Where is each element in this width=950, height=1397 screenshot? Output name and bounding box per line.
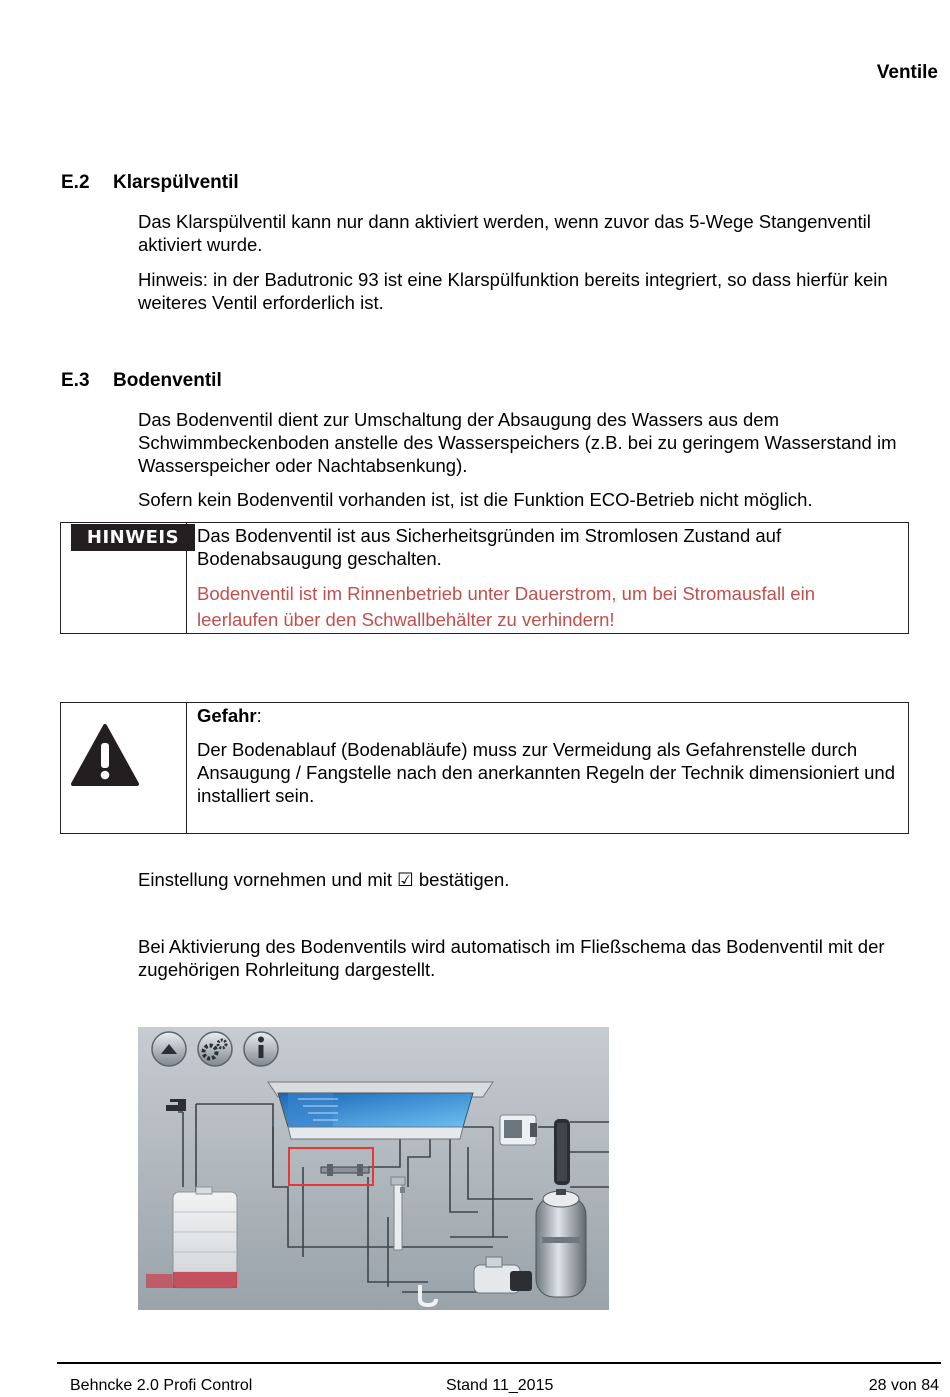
footer-center: Stand 11_2015 bbox=[446, 1377, 554, 1394]
info-icon[interactable] bbox=[244, 1032, 278, 1066]
footer-rule bbox=[57, 1362, 941, 1364]
settings-gear-icon[interactable] bbox=[198, 1032, 232, 1066]
notice-badge: HINWEIS bbox=[71, 524, 195, 551]
danger-divider bbox=[186, 703, 187, 833]
section-e3-paragraph-2: Sofern kein Bodenventil vorhanden ist, ist die Funktion ECO-Betrieb nicht möglich. bbox=[138, 489, 813, 510]
section-e3-title: Bodenventil bbox=[113, 370, 222, 391]
section-e2-paragraph-1: Das Klarspülventil kann nur dann aktiviert werden, wenn zuvor das 5-Wege Stangenventil aktiviert wurde. bbox=[138, 211, 871, 255]
notice-text: Das Bodenventil ist aus Sicherheitsgründen im Stromlosen Zustand auf Bodenabsaugung geschalten. bbox=[197, 525, 782, 569]
footer-page-number: 28 von 84 bbox=[868, 1377, 939, 1394]
section-e2-paragraph-2: Hinweis: in der Badutronic 93 ist eine Klarspülfunktion bereits integriert, so dass hierfür kein weiteres Ventil erforderlich ist. bbox=[138, 269, 888, 313]
checkbox-icon: ☑ bbox=[397, 869, 414, 890]
section-e3-number: E.3 bbox=[61, 370, 90, 391]
section-e3-paragraph-1: Das Bodenventil dient zur Umschaltung der Absaugung des Wassers aus dem Schwimmbeckenboden anstelle des Wasserspeichers (z.B. bei zu geringem Wasserstand im Wasserspeicher oder Nachtabsenkung). bbox=[138, 409, 897, 476]
activation-note: Bei Aktivierung des Bodenventils wird automatisch im Fließschema das Bodenventil mit der zugehörigen Rohrleitung dargestellt. bbox=[138, 936, 885, 980]
warning-triangle-icon bbox=[70, 723, 140, 787]
instruction-after: bestätigen. bbox=[413, 869, 510, 890]
sand-filter bbox=[536, 1189, 586, 1297]
flow-schematic-screenshot bbox=[138, 1027, 609, 1310]
danger-title: Gefahr bbox=[197, 705, 257, 726]
section-e2-title: Klarspülventil bbox=[113, 172, 239, 193]
notice-red-text: Bodenventil ist im Rinnenbetrieb unter Dauerstrom, um bei Stromausfall ein leerlaufen über den Schwallbehälter zu verhindern! bbox=[197, 583, 815, 630]
notice-box bbox=[60, 522, 909, 634]
control-unit bbox=[500, 1115, 537, 1145]
pool-illustration bbox=[268, 1082, 493, 1139]
notice-divider bbox=[186, 523, 187, 633]
danger-box bbox=[60, 702, 909, 834]
water-storage-tank bbox=[173, 1187, 237, 1288]
danger-heading bbox=[197, 704, 898, 727]
danger-text: Der Bodenablauf (Bodenabläufe) muss zur Vermeidung als Gefahrenstelle durch Ansaugung / Fangstelle nach den anerkannten Regeln der Technik dimensioniert und installiert sein. bbox=[197, 739, 895, 806]
danger-title-colon: : bbox=[256, 705, 262, 726]
heat-exchanger bbox=[554, 1119, 570, 1185]
section-e2-number: E.2 bbox=[61, 172, 90, 193]
up-button-icon[interactable] bbox=[152, 1032, 186, 1066]
page-header-title: Ventile bbox=[876, 62, 938, 83]
instruction-line bbox=[138, 868, 938, 891]
instruction-before: Einstellung vornehmen und mit bbox=[138, 869, 398, 890]
footer-left: Behncke 2.0 Profi Control bbox=[70, 1377, 253, 1394]
